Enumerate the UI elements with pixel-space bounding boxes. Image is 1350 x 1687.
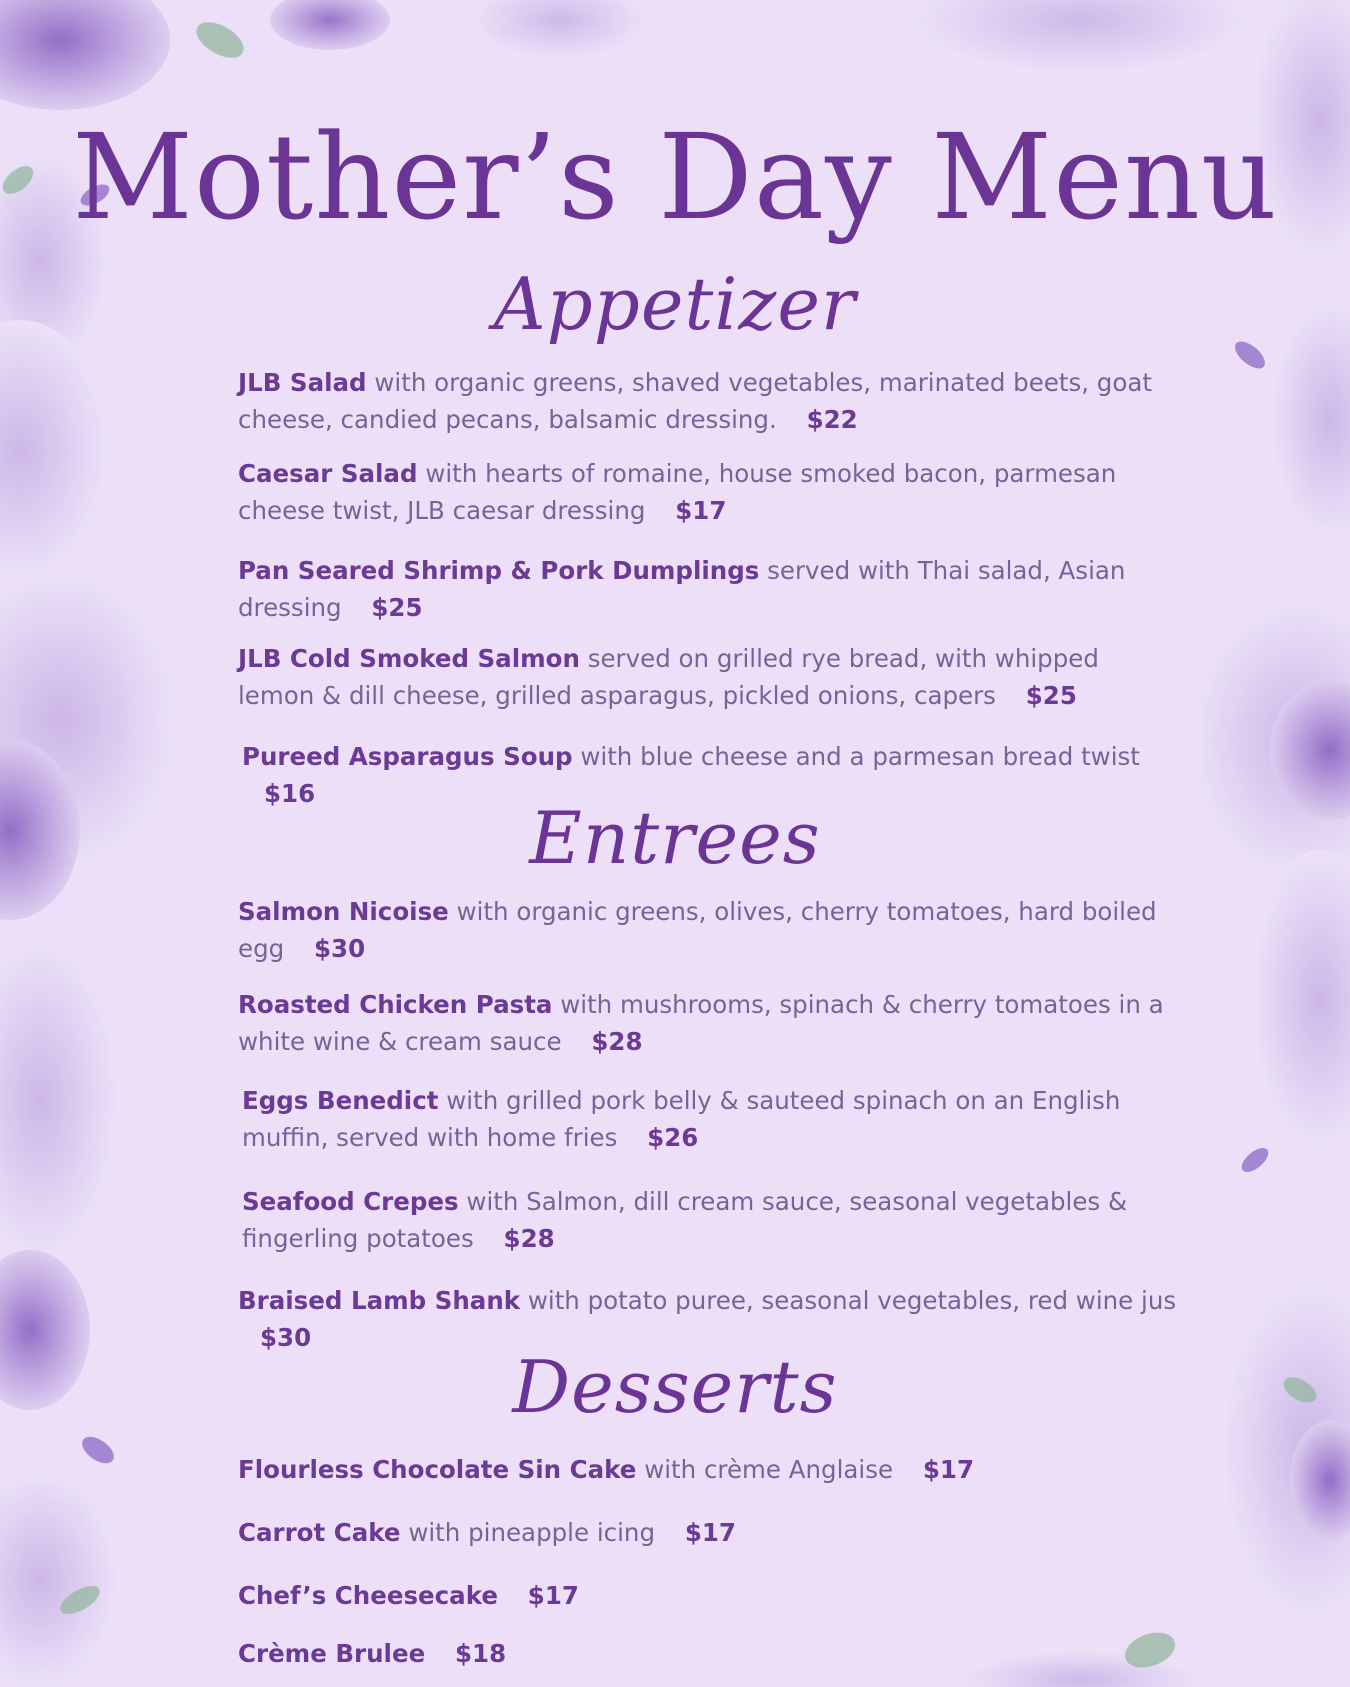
item-description: with organic greens, shaved vegetables, marinated beets, goat cheese, candied pecans, balsamic dressing.: [238, 368, 1152, 434]
item-price: $30: [260, 1323, 312, 1352]
item-name: Carrot Cake: [238, 1518, 401, 1547]
menu-item: [238, 1635, 1168, 1672]
item-description: with blue cheese and a parmesan bread twist: [580, 742, 1140, 771]
menu-item: [238, 1577, 1168, 1614]
item-name: JLB Cold Smoked Salmon: [238, 644, 580, 673]
item-name: Crème Brulee: [238, 1639, 426, 1668]
menu-item: [242, 1183, 1172, 1257]
item-name: Seafood Crepes: [242, 1187, 459, 1216]
menu-item: [238, 364, 1168, 438]
menu-item: [238, 640, 1168, 714]
item-name: JLB Salad: [238, 368, 367, 397]
section-heading-entrees: Entrees: [529, 796, 821, 880]
item-description: with crème Anglaise: [644, 1455, 894, 1484]
item-price: $28: [591, 1027, 643, 1056]
item-price: $17: [527, 1581, 579, 1610]
item-description: served with Thai salad, Asian dressing: [238, 556, 1126, 622]
item-price: $25: [371, 593, 423, 622]
item-description: served on grilled rye bread, with whipped lemon & dill cheese, grilled asparagus, pickled onions, capers: [238, 644, 1099, 710]
item-price: $28: [503, 1224, 555, 1253]
menu-title: Mother’s Day Menu: [72, 108, 1278, 246]
item-price: $26: [647, 1123, 699, 1152]
menu-item: [238, 893, 1168, 967]
item-name: Chef’s Cheesecake: [238, 1581, 498, 1610]
section-heading-desserts: Desserts: [512, 1345, 838, 1429]
item-description: with pineapple icing: [408, 1518, 656, 1547]
item-name: Pureed Asparagus Soup: [242, 742, 573, 771]
item-name: Caesar Salad: [238, 459, 418, 488]
item-name: Eggs Benedict: [242, 1086, 439, 1115]
menu-item: [238, 1451, 1168, 1488]
item-price: $17: [675, 496, 727, 525]
menu-item: [238, 986, 1168, 1060]
item-name: Braised Lamb Shank: [238, 1286, 521, 1315]
item-name: Pan Seared Shrimp & Pork Dumplings: [238, 556, 760, 585]
item-description: with Salmon, dill cream sauce, seasonal vegetables & fingerling potatoes: [242, 1187, 1128, 1253]
item-description: with mushrooms, spinach & cherry tomatoes in a white wine & cream sauce: [238, 990, 1164, 1056]
section-heading-appetizer: Appetizer: [493, 262, 857, 346]
item-price: $16: [264, 779, 316, 808]
item-price: $25: [1025, 681, 1077, 710]
item-description: with hearts of romaine, house smoked bacon, parmesan cheese twist, JLB caesar dressing: [238, 459, 1117, 525]
item-price: $22: [806, 405, 858, 434]
item-price: $18: [454, 1639, 507, 1668]
item-name: Roasted Chicken Pasta: [238, 990, 553, 1019]
item-price: $30: [313, 934, 366, 963]
menu-item: [238, 1514, 1168, 1551]
item-description: with potato puree, seasonal vegetables, red wine jus: [527, 1286, 1177, 1315]
item-name: Salmon Nicoise: [238, 897, 449, 926]
item-description: with grilled pork belly & sauteed spinach on an English muffin, served with home fries: [242, 1086, 1121, 1152]
menu-item: [238, 552, 1168, 626]
menu-item: [242, 1082, 1172, 1156]
item-name: Flourless Chocolate Sin Cake: [238, 1455, 637, 1484]
menu-item: [238, 455, 1168, 529]
item-description: with organic greens, olives, cherry tomatoes, hard boiled egg: [238, 897, 1157, 963]
item-price: $17: [922, 1455, 975, 1484]
item-price: $17: [684, 1518, 736, 1547]
